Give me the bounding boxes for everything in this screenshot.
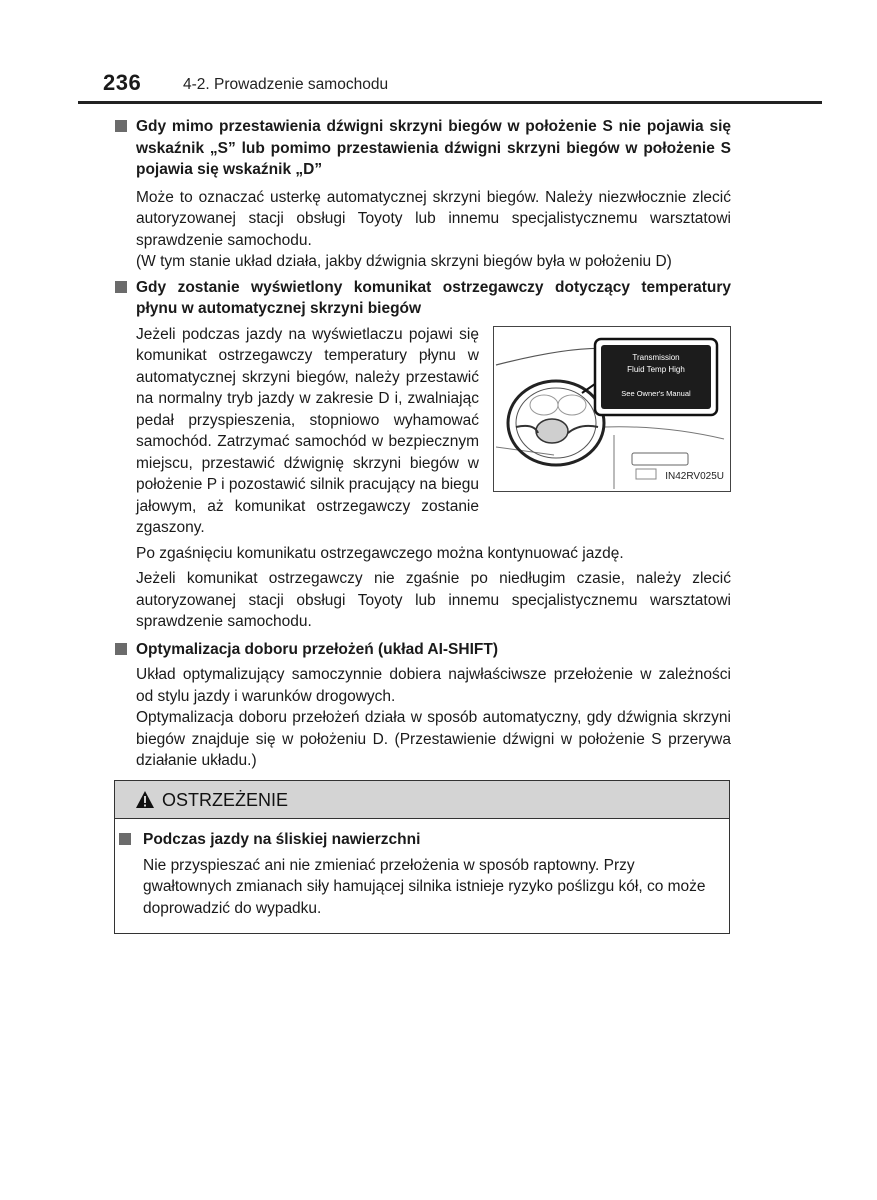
warning-triangle-icon — [135, 790, 155, 809]
display-line: See Owner's Manual — [621, 388, 691, 398]
figure-code: IN42RV025U — [665, 471, 724, 482]
bullet-square-icon — [115, 281, 127, 293]
bullet-square-icon — [119, 833, 131, 845]
paragraph: Optymalizacja doboru przełożeń działa w sposób automatyczny, gdy dźwignia skrzyni biegów znajduje się w położeniu D. (Przestawienie dźwigni w położenie S przerywa działanie układu.) — [136, 709, 731, 769]
paragraph: Jeżeli komunikat ostrzegawczy nie zgaśnie po niedługim czasie, należy zlecić autoryzowanej stacji obsługi Toyoty lub innemu specjalistycznemu warsztatowi sprawdzenie samochodu. — [136, 570, 731, 630]
display-line: Transmission — [632, 352, 680, 362]
warning-heading: Podczas jazdy na śliskiej nawierzchni — [119, 829, 729, 851]
paragraph: (W tym stanie układ działa, jakby dźwignia skrzyni biegów była w położeniu D) — [136, 253, 672, 270]
bullet-square-icon — [115, 120, 127, 132]
warning-box — [114, 780, 730, 934]
item-heading: Gdy zostanie wyświetlony komunikat ostrzegawczy dotyczący temperatury płynu w automatycznej skrzyni biegów — [115, 277, 731, 320]
page-header — [0, 0, 877, 104]
warning-header — [115, 781, 729, 819]
figure-paragraph: Jeżeli podczas jazdy na wyświetlaczu pojawi się komunikat ostrzegawczy temperatury płynu w automatycznej skrzyni biegów, należy przestawić na normalny tryb jazdy w zakresie D i, zwalniając pedał przyspieszenia, stopniowo wyhamować samochód. Zatrzymać samochód w bezpiecznym miejscu, przestawić dźwignię skrzyni biegów w położenie P i pozostawić silnik pracujący na biegu jałowym, aż komunikat ostrzegawczy zostanie zgaszony. — [136, 325, 479, 536]
header-rule — [78, 101, 822, 104]
paragraph: Układ optymalizujący samoczynnie dobiera najwłaściwsze przełożenie w zależności od stylu jazdy i warunków drogowych. — [136, 666, 731, 705]
item-heading: Optymalizacja doboru przełożeń (układ AI-SHIFT) — [115, 639, 731, 661]
page-number: 236 — [103, 70, 142, 95]
dashboard-illustration — [493, 326, 731, 492]
paragraph: Może to oznaczać usterkę automatycznej skrzyni biegów. Należy niezwłocznie zlecić autoryzowanej stacji obsługi Toyoty lub innemu specjalistycznemu warsztatowi sprawdzenie samochodu. — [136, 188, 731, 249]
display-line: Fluid Temp High — [627, 364, 685, 374]
warning-body — [115, 819, 729, 919]
figure-text-block — [136, 324, 731, 539]
item-heading: Gdy mimo przestawienia dźwigni skrzyni biegów w położenie S nie pojawia się wskaźnik „S” lub pomimo przestawienia dźwigni skrzyni biegów w położenie S pojawia się wskaźnik „D” — [115, 116, 731, 181]
page-content — [115, 116, 731, 772]
warning-title: OSTRZEŻENIE — [162, 790, 289, 810]
paragraph: Po zgaśnięciu komunikatu ostrzegawczego można kontynuować jazdę. — [136, 544, 624, 562]
section-title: 4-2. Prowadzenie samochodu — [183, 76, 389, 93]
warning-text: Nie przyspieszać ani nie zmieniać przełożenia w sposób raptowny. Przy gwałtownych zmianach siły hamującej silnika istnieje ryzyko poślizgu kół, co może doprowadzić do wypadku. — [143, 856, 706, 917]
bullet-square-icon — [115, 643, 127, 655]
